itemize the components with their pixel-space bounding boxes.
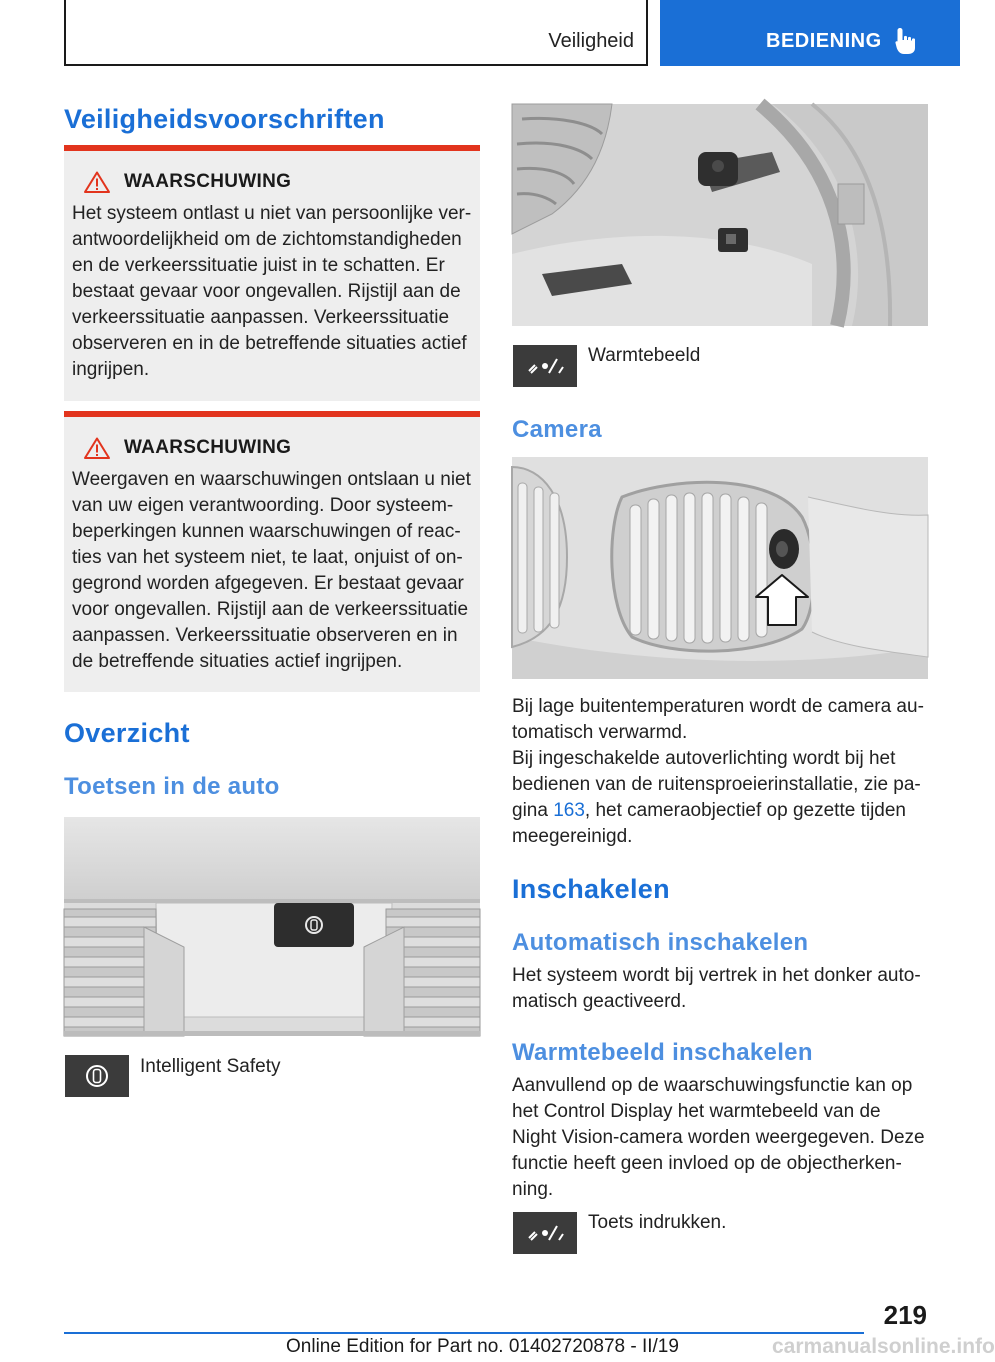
page-reference-link[interactable]: 163 xyxy=(553,800,585,821)
page-number: 219 xyxy=(883,1300,927,1330)
thermal-switch-on-text: Aanvullend op de waarschuwingsfunctie kan op het Control Display het warmtebeeld van de Night Vision-camera worden weergegeven. Deze functie heeft geen invloed op de objectherken-ning. xyxy=(512,1075,925,1200)
intelligent-safety-icon xyxy=(65,1055,129,1097)
steering-column-image xyxy=(512,104,928,326)
switch-on-heading: Inschakelen xyxy=(512,874,670,904)
header-chapter-label: BEDIENING xyxy=(766,30,882,52)
night-vision-button-icon-1 xyxy=(513,345,577,387)
warning-title-1 xyxy=(84,171,472,193)
warning-box-1 xyxy=(64,145,480,401)
thermal-switch-on-heading: Warmtebeeld inschakelen xyxy=(512,1039,813,1066)
night-vision-button-icon-2 xyxy=(513,1212,577,1254)
overview-heading: Overzicht xyxy=(64,718,190,748)
header-chapter-tab[interactable] xyxy=(660,0,960,66)
warning-title-2 xyxy=(84,437,472,459)
intelligent-safety-button-icon xyxy=(65,1055,129,1097)
thermal-image-caption: Warmtebeeld xyxy=(588,345,701,366)
page-title: Veiligheidsvoorschriften xyxy=(64,104,385,134)
header-section-tab xyxy=(64,0,648,66)
warning-box-2 xyxy=(64,411,480,692)
warning-label-2: WAARSCHUWING xyxy=(124,437,292,458)
dashboard-buttons-image xyxy=(64,817,480,1036)
warning-label-1: WAARSCHUWING xyxy=(124,171,292,192)
automatic-switch-on-heading: Automatisch inschakelen xyxy=(512,929,809,956)
footer-divider xyxy=(64,1332,864,1334)
camera-paragraph-1: Bij lage buitentemperaturen wordt de camera au-tomatisch verwarmd. xyxy=(512,696,924,743)
warning-triangle-icon xyxy=(84,437,110,459)
warning-text-2: Weergaven en waarschuwingen ontslaan u niet van uw eigen verantwoording. Door systeem-beperkingen kunnen waarschuwingen of reac-ties van het systeem niet, te laat, onjuist of on-gegrond worden afgegeven. Er bestaat gevaar voor ongevallen. Rijstijl aan de verkeerssituatie aanpassen. Verkeerssituatie observeren en in de betreffende situaties actief ingrijpen. xyxy=(72,469,471,672)
automatic-switch-on-text: Het systeem wordt bij vertrek in het donker auto-matisch geactiveerd. xyxy=(512,965,921,1012)
camera-heading: Camera xyxy=(512,416,602,443)
buttons-heading: Toetsen in de auto xyxy=(64,773,280,800)
night-vision-icon xyxy=(513,1212,577,1254)
warning-text-1: Het systeem ontlast u niet van persoonlijke ver-antwoordelijkheid om de zichtomstandigheden en de verkeerssituatie juist in te schatten. Er bestaat gevaar voor ongevallen. Rijstijl aan de verkeerssituatie aanpassen. Verkeerssituatie observeren en in de betreffende situaties actief ingrijpen. xyxy=(72,203,472,380)
footer-edition: Online Edition for Part no. 01402720878 - II/19 xyxy=(286,1336,679,1357)
footer-watermark: carmanualsonline.info xyxy=(772,1335,995,1358)
pointing-hand-icon xyxy=(894,26,920,56)
intelligent-safety-caption: Intelligent Safety xyxy=(140,1056,281,1077)
night-vision-icon xyxy=(513,345,577,387)
press-button-caption: Toets indrukken. xyxy=(588,1212,727,1233)
grille-camera-image xyxy=(512,457,928,679)
camera-paragraph-2: Bij ingeschakelde autoverlichting wordt bij het bedienen van de ruitensproeierinstallatie, zie pa-gina 163, het cameraobjectief op gezette tijden meegereinigd. xyxy=(512,748,921,847)
warning-triangle-icon xyxy=(84,171,110,193)
header-section-label: Veiligheid xyxy=(548,30,634,52)
